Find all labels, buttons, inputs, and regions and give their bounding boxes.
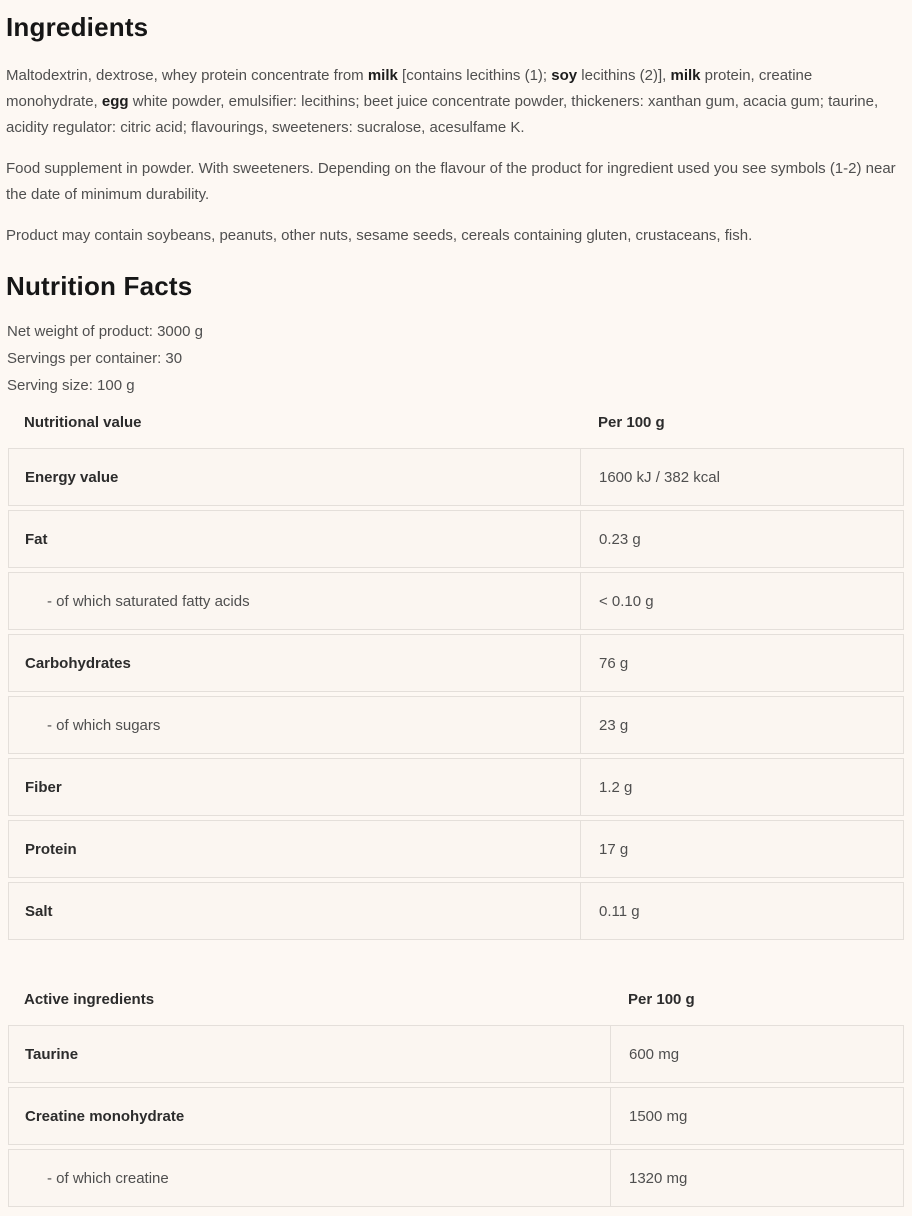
column-header-per-100g: Per 100 g — [628, 991, 695, 1008]
nutritional-value-table-header — [8, 413, 904, 433]
serving-size-text: Serving size: 100 g — [7, 377, 135, 394]
ingredients-heading: Ingredients — [6, 12, 149, 42]
active-ingredients-table — [8, 990, 904, 1207]
column-header-active-ingredients: Active ingredients — [24, 991, 155, 1008]
nutrition-facts-heading: Nutrition Facts — [6, 271, 193, 301]
table-row — [8, 1025, 904, 1083]
row-label: Salt — [9, 883, 581, 939]
row-value: < 0.10 g — [599, 592, 654, 610]
table-row — [8, 758, 904, 816]
table-row — [8, 510, 904, 568]
row-value: 0.11 g — [599, 902, 640, 920]
row-label: Fiber — [9, 759, 581, 815]
serving-info-block — [7, 318, 906, 399]
net-weight-text: Net weight of product: 3000 g — [7, 323, 203, 340]
active-ingredients-table-header — [8, 990, 904, 1010]
row-value: 23 g — [599, 716, 629, 734]
table-row — [8, 1149, 904, 1207]
column-header-per-100g: Per 100 g — [598, 414, 665, 431]
row-label: Taurine — [9, 1026, 611, 1082]
table-row — [8, 448, 904, 506]
row-value: 1500 mg — [629, 1107, 688, 1125]
active-ingredients-table-body — [8, 1025, 904, 1207]
row-label: - of which saturated fatty acids — [9, 573, 581, 629]
row-label: Carbohydrates — [9, 635, 581, 691]
supplement-note-text: Food supplement in powder. With sweeteners. Depending on the flavour of the product for ingredient used you see symbols (1-2) near the date of minimum durability. — [6, 160, 896, 203]
servings-per-container-text: Servings per container: 30 — [7, 350, 183, 367]
row-value: 17 g — [599, 840, 629, 858]
column-header-nutritional-value: Nutritional value — [24, 414, 142, 431]
allergen-note-text: Product may contain soybeans, peanuts, other nuts, sesame seeds, cereals containing gluten, crustaceans, fish. — [6, 227, 753, 244]
row-value: 1.2 g — [599, 778, 633, 796]
row-label: - of which creatine — [9, 1150, 611, 1206]
nutritional-value-table — [8, 413, 904, 940]
table-row — [8, 634, 904, 692]
row-label: Energy value — [9, 449, 581, 505]
table-row — [8, 820, 904, 878]
nutritional-value-table-body — [8, 448, 904, 940]
row-value: 76 g — [599, 654, 629, 672]
table-row — [8, 1087, 904, 1145]
table-row — [8, 572, 904, 630]
row-value: 600 mg — [629, 1045, 680, 1063]
row-value: 0.23 g — [599, 530, 641, 548]
table-row — [8, 882, 904, 940]
row-label: Fat — [9, 511, 581, 567]
row-label: Protein — [9, 821, 581, 877]
table-row — [8, 696, 904, 754]
row-value: 1600 kJ / 382 kcal — [599, 468, 720, 486]
row-value: 1320 mg — [629, 1169, 688, 1187]
ingredients-composition-text: Maltodextrin, dextrose, whey protein concentrate from milk [contains lecithins (1); soy lecithins (2)], milk protein, creatine monohydrate, egg white powder, emulsifier: lecithins; beet juice concentrate powder, thickeners: xanthan gum, acacia gum; taurine, acidity regulator: citric acid; flavourings, sweeteners: sucralose, acesulfame K. — [6, 67, 879, 136]
row-label: - of which sugars — [9, 697, 581, 753]
row-label: Creatine monohydrate — [9, 1088, 611, 1144]
